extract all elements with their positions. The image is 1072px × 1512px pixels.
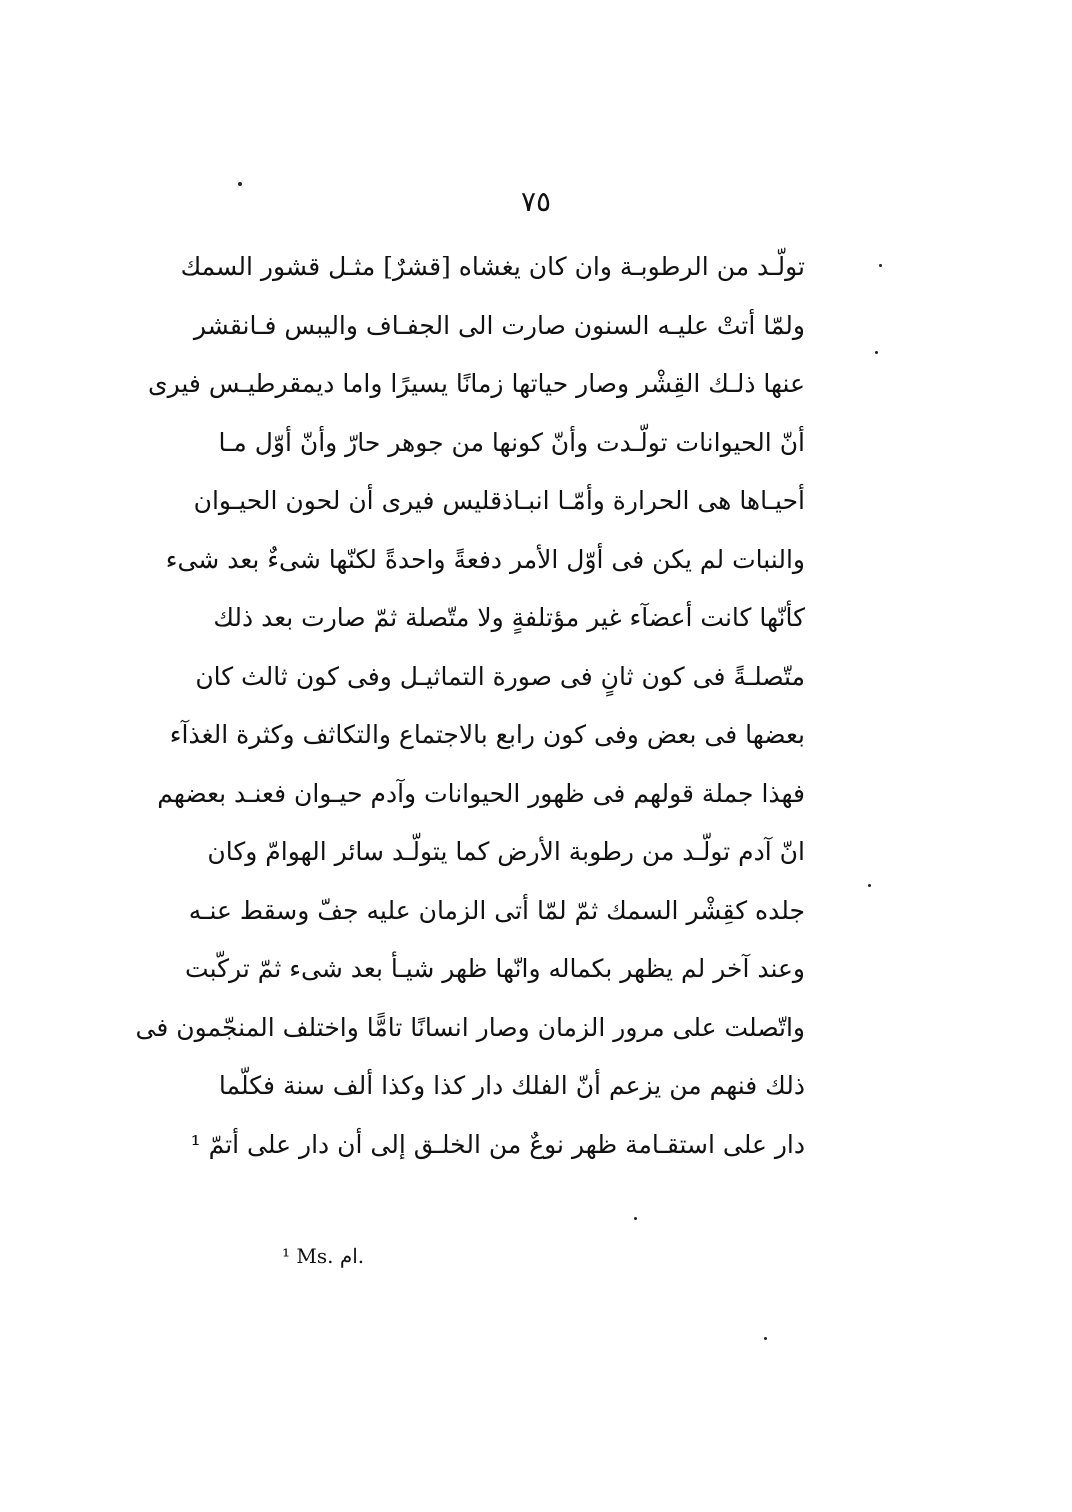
text-line: فهذا جملة قولهم فى ظهور الحيوانات وآدم حيـوان فعنـد بعضهم — [157, 778, 805, 808]
scan-speck — [868, 884, 871, 887]
text-line: جلده كقِشْر السمك ثمّ لمّا أتى الزمان عليه جفّ وسقط عنـه — [188, 895, 805, 925]
text-line: ذلك فنهم من يزعم أنّ الفلك دار كذا وكذا ألف سنة فكلّما — [218, 1071, 805, 1100]
text-line: أحيـاها هى الحرارة وأمّـا انبـاذقليس فيرى أن لحون الحيـوان — [193, 486, 805, 515]
text-line: عنها ذلـك القِشْر وصار حياتها زمانًا يسيرًا واما ديمقرطيـس فيرى — [148, 369, 805, 398]
footnote: ¹ Ms. ام. — [282, 1244, 365, 1268]
body-text — [135, 238, 805, 1174]
text-line: وعند آخر لم يظهر بكماله وانّها ظهر شيـأ بعد شىء ثمّ تركّبت — [185, 954, 805, 983]
page-number: ٧٥ — [520, 185, 552, 218]
text-line: والنبات لم يكن فى أوّل الأمر دفعةً واحدةً لكنّها شىءٌ بعد شىء — [165, 544, 805, 574]
scan-speck — [634, 1217, 637, 1220]
text-line: انّ آدم تولّـد من رطوبة الأرض كما يتولّـد سائر الهوامّ وكان — [207, 837, 805, 866]
text-line: ولمّا أتتْ عليـه السنون صارت الى الجفـاف واليبس فـانقشر — [193, 310, 805, 340]
text-line: كأنّها كانت أعضآء غير مؤتلفةٍ ولا متّصلة ثمّ صارت بعد ذلك — [213, 603, 805, 632]
text-line: دار على استقـامة ظهر نوعٌ من الخلـق إلى أن دار على أتمّ ¹ — [190, 1129, 805, 1159]
text-line: متّصلـةً فى كون ثانٍ فى صورة التماثيـل وفى كون ثالث كان — [195, 661, 805, 691]
scan-speck — [879, 264, 882, 267]
scan-speck — [238, 182, 242, 186]
scan-speck — [764, 1337, 767, 1340]
text-line: أنّ الحيوانات تولّـدت وأنّ كونها من جوهر حارّ وأنّ أوّل مـا — [218, 427, 805, 457]
text-line: تولّـد من الرطوبـة وان كان يغشاه [قشرٌ] مثـل قشور السمك — [180, 252, 805, 281]
text-line: بعضها فى بعض وفى كون رابع بالاجتماع والتكاثف وكثرة الغذآء — [169, 720, 805, 749]
scan-speck — [875, 351, 878, 354]
text-line: واتّصلت على مرور الزمان وصار انسانًا تامًّا واختلف المنجّمون فى — [135, 1012, 805, 1042]
